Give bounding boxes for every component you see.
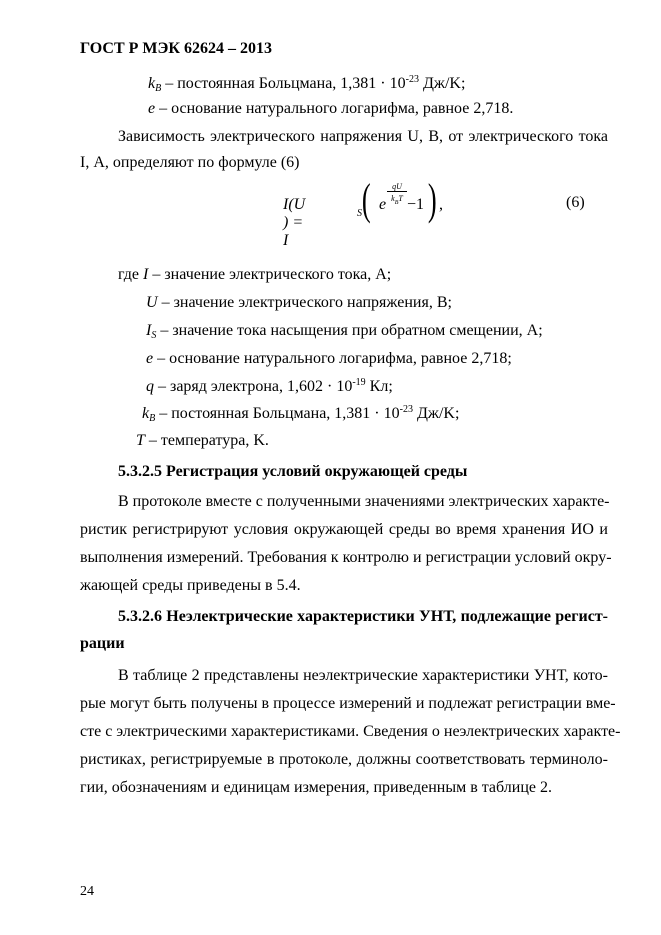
paragraph-line: гии, обозначениям и единицам измерения, приведенным в таблице 2.	[80, 779, 552, 796]
definition-e: e – основание натурального логарифма, равное 2,718.	[148, 100, 514, 117]
section-title: 5.3.2.5 Регистрация условий окружающей среды	[118, 463, 468, 480]
where-i: где I – значение электрического тока, А;	[118, 266, 392, 283]
formula-number: (6)	[566, 194, 585, 211]
paragraph: Зависимость электрического напряжения U, В, от электрического тока	[118, 128, 608, 145]
paragraph-line: жающей среды приведены в 5.4.	[80, 577, 301, 594]
where-e: e – основание натурального логарифма, равное 2,718;	[146, 350, 512, 367]
paragraph-line: В протоколе вместе с полученными значениями электрических характе-	[118, 493, 610, 510]
document-page: ГОСТ Р МЭК 62624 – 2013 $k_B$ – постоянная Больцмана, $1,381 \cdot 10^{-23}$ Дж/K; e – основание натурального логарифма, равное 2,718. Зависимость электрического напряжения U, В, от электрического тока I, А, определяют по формуле (6) I(U ) = I S ( e qU $k_BT$ −1 ) , (6) где I – значение электрического тока, А; U – значение электрического напряжения, В; $I_S$ – значение тока насыщения при обратном смещении, А; e – основание натурального логарифма, равное 2,718; q – заряд электрона, $1,602 \cdot 10^{-19}$ Кл; $k_B$ – постоянная Больцмана, $1,381 \cdot 10^{-23}$ Дж/K; T – температура, K. 5.3.2.5 Регистрация условий окружающей среды В протоколе вместе с полученными значениями электрических характе- ристик регистрируют условия окружающей среды во время хранения ИО и выполнения измерений. Требования к контролю и регистрации условий окру- жающей среды приведены в 5.4. 5.3.2.6 Неэлектрические характеристики УНТ, подлежащие регист- рации В таблице 2 представлены неэлектрические характеристики УНТ, кото- рые могут быть получены в процессе измерений и подлежат регистрации вме- сте с электрическими характеристиками. Сведения о неэлектрических характе- ристиках, регистрируемые в протоколе, должны соответствовать терминоло- гии, обозначениям и единицам измерения, приведенным в таблице 2. 24	[0, 0, 661, 935]
where-q: q – заряд электрона, $1,602 \cdot 10^{-19}$ Кл;	[146, 377, 393, 395]
definition-kb: $k_B$ – постоянная Больцмана, $1,381 \cdot 10^{-23}$ Дж/K;	[148, 74, 466, 94]
paragraph-line: рые могут быть получены в процессе измерений и подлежат регистрации вме-	[80, 695, 616, 712]
where-is: $I_S$ – значение тока насыщения при обратном смещении, А;	[146, 322, 543, 341]
paragraph-line: В таблице 2 представлены неэлектрические характеристики УНТ, кото-	[118, 667, 608, 684]
paragraph-line: сте с электрическими характеристиками. Сведения о неэлектрических характе-	[80, 723, 621, 740]
paragraph-line: ристик регистрируют условия окружающей среды во время хранения ИО и	[80, 521, 608, 538]
paragraph-line: выполнения измерений. Требования к контролю и регистрации условий окру-	[80, 549, 612, 566]
where-u: U – значение электрического напряжения, В;	[146, 294, 452, 311]
where-kb: $k_B$ – постоянная Больцмана, $1,381 \cdot 10^{-23}$ Дж/K;	[142, 404, 460, 424]
section-title-cont: рации	[80, 635, 125, 652]
section-title: 5.3.2.6 Неэлектрические характеристики УНТ, подлежащие регист-	[118, 608, 608, 625]
page-header: ГОСТ Р МЭК 62624 – 2013	[80, 40, 272, 57]
page-number: 24	[80, 884, 94, 899]
paragraph: I, А, определяют по формуле (6)	[80, 154, 300, 171]
paragraph-line: ристиках, регистрируемые в протоколе, должны соответствовать терминоло-	[80, 751, 608, 768]
where-t: T – температура, K.	[136, 432, 269, 449]
